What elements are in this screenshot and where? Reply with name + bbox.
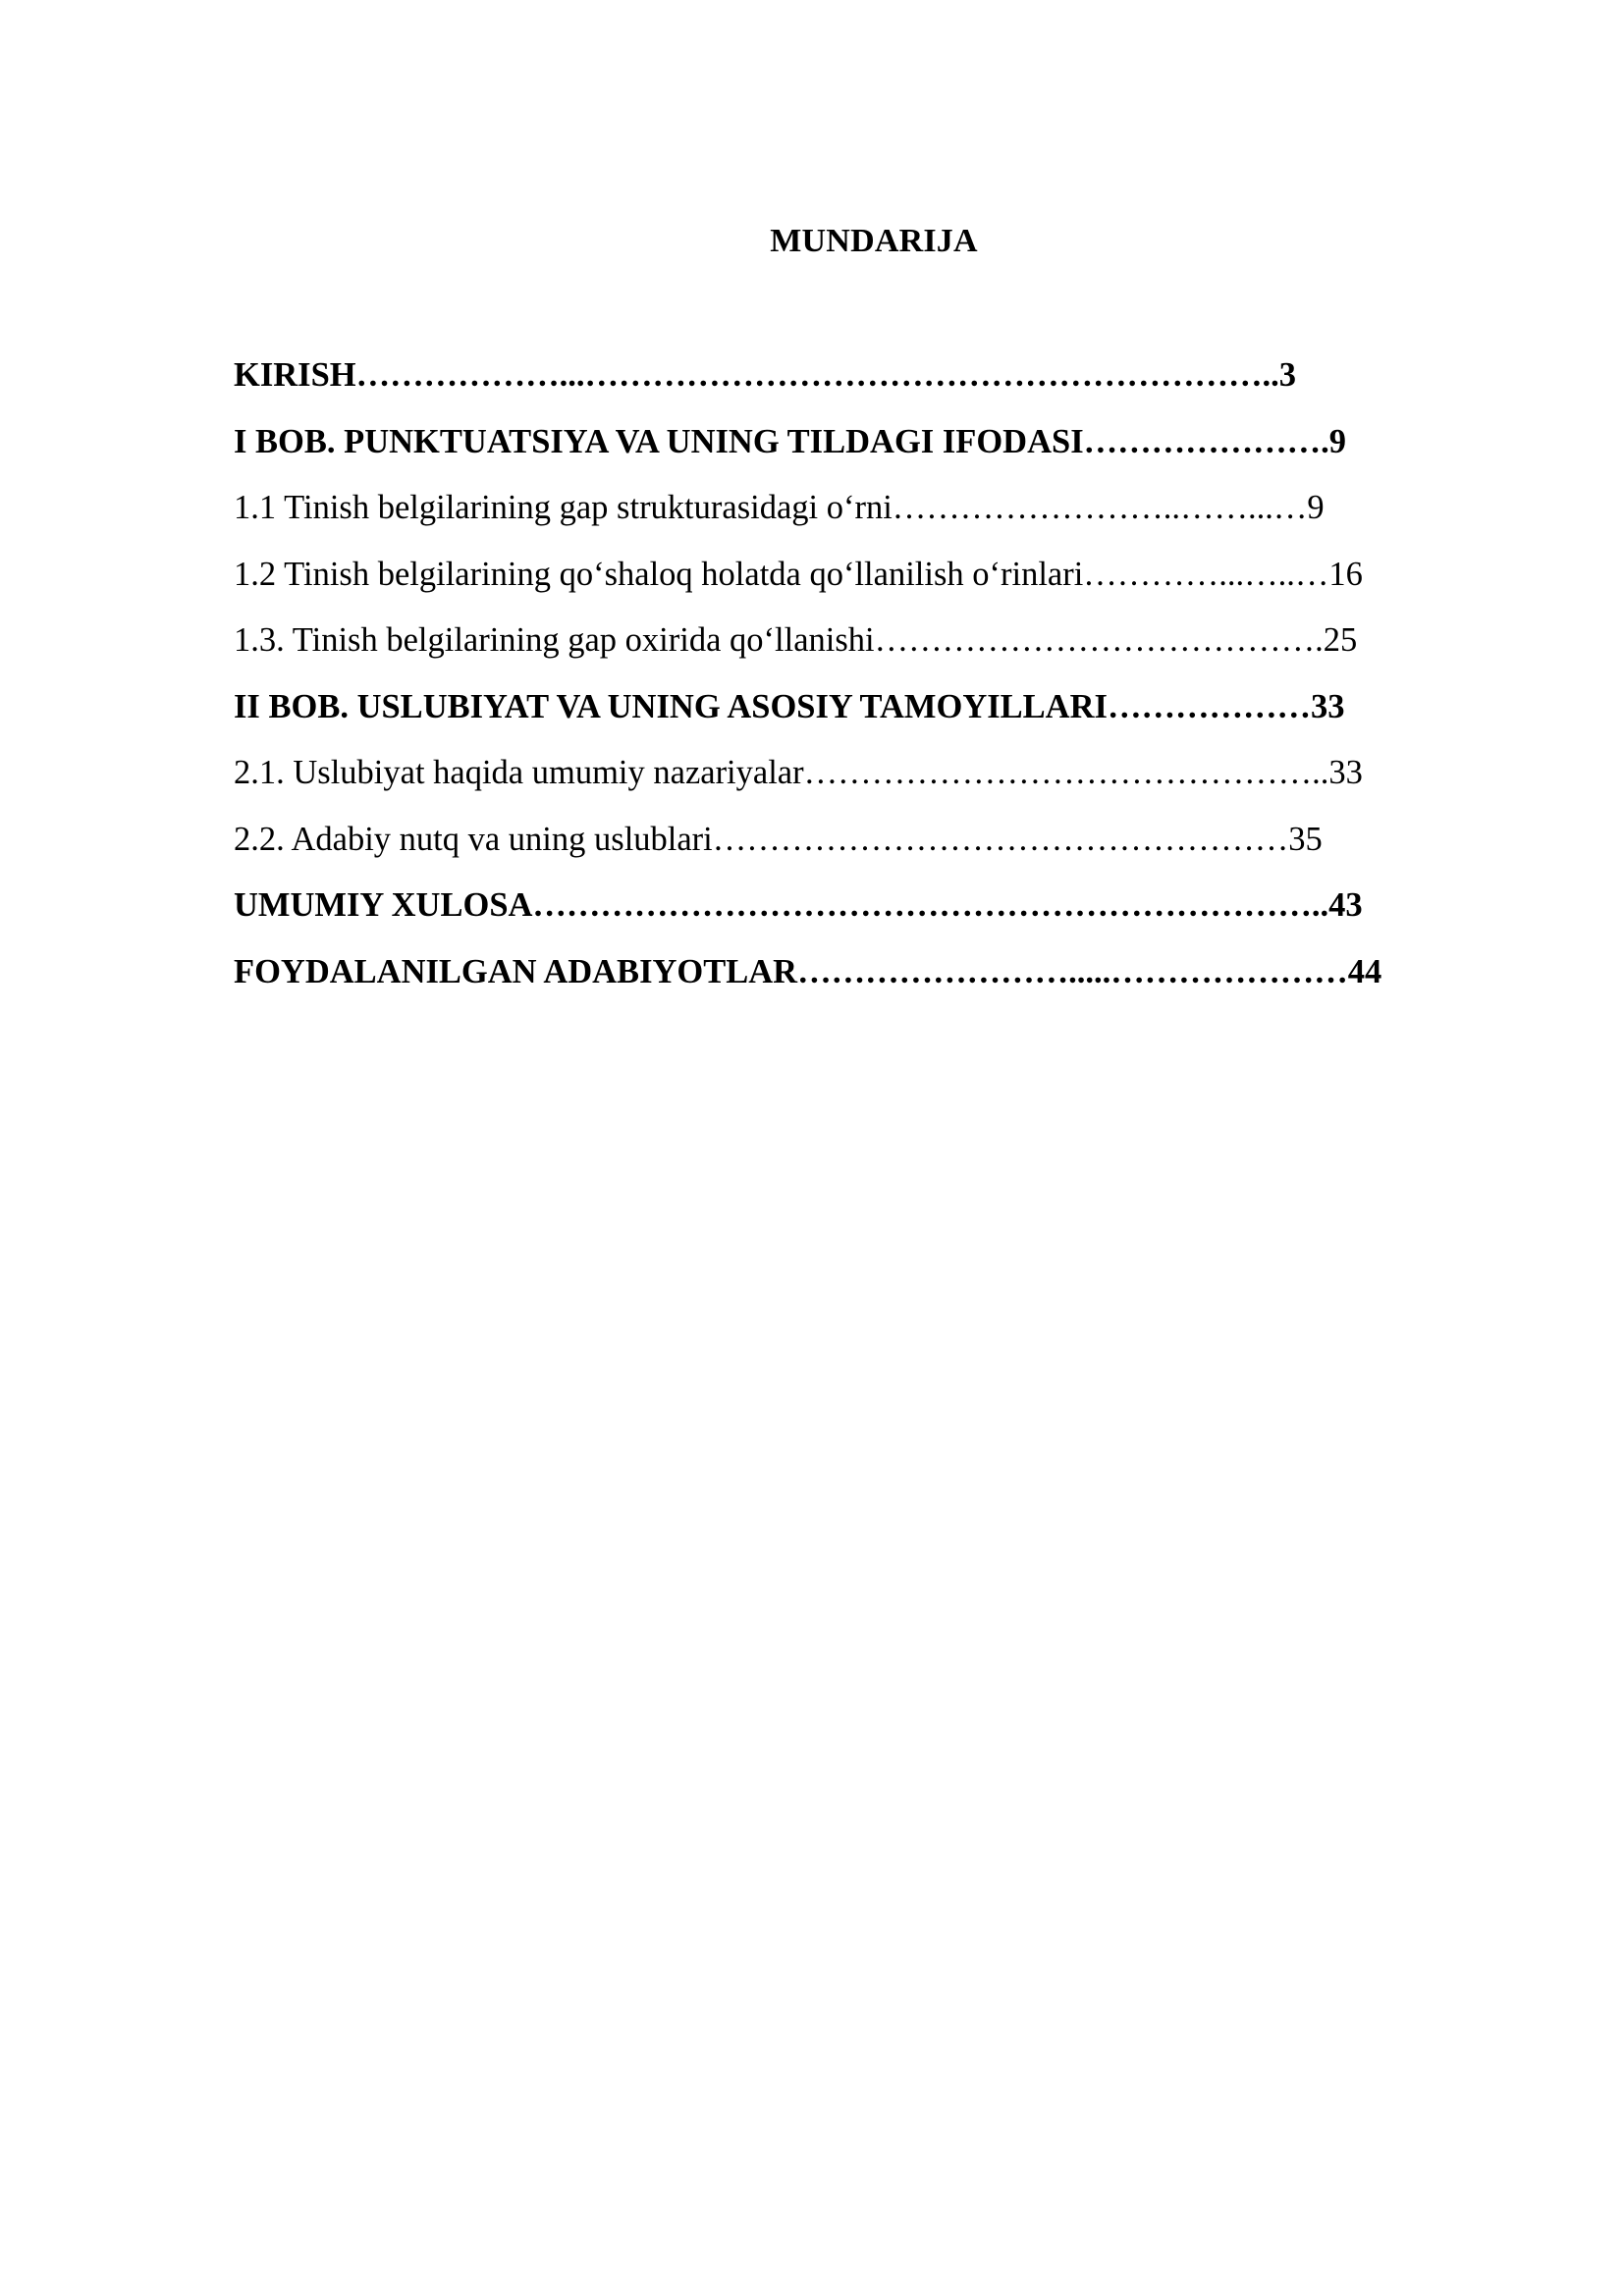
toc-entry-text: 2.2. Adabiy nutq va uning uslublari……………………………………………35	[234, 820, 1323, 858]
toc-entry-section-1-2	[234, 553, 1520, 619]
toc-entry-text: II BOB. USLUBIYAT VA UNING ASOSIY TAMOYILLARI………………33	[234, 687, 1345, 725]
toc-entry-text: 2.1. Uslubiyat haqida umumiy nazariyalar………………………………………..33	[234, 754, 1363, 791]
toc-entry-text: I BOB. PUNKTUATSIYA VA UNING TILDAGI IFODASI………………….9	[234, 422, 1346, 460]
toc-entry-text: 1.3. Tinish belgilarining gap oxirida qo‘llanishi………………………………….25	[234, 621, 1358, 659]
toc-entry-references	[234, 950, 1520, 1017]
toc-entry-conclusion	[234, 883, 1520, 950]
toc-entry-section-1-1	[234, 486, 1520, 553]
toc-entry-text: UMUMIY XULOSA……………………………………………………………..43	[234, 886, 1363, 924]
toc-entry-section-2-2	[234, 818, 1520, 884]
toc-entry-section-2-1	[234, 751, 1520, 818]
toc-entry-text: 1.2 Tinish belgilarining qo‘shaloq holatda qo‘llanilish o‘rinlari…………...…..…16	[234, 555, 1363, 593]
table-of-contents	[234, 353, 1520, 1016]
toc-entry-chapter-2	[234, 685, 1520, 752]
toc-entry-kirish	[234, 353, 1520, 420]
toc-entry-section-1-3	[234, 618, 1520, 685]
toc-entry-text: KIRISH………………...……………………………………………………..3	[234, 356, 1296, 394]
toc-entry-chapter-1	[234, 420, 1520, 487]
page-title: MUNDARIJA	[770, 223, 978, 259]
toc-entry-text: FOYDALANILGAN ADABIYOTLAR…………………….....…………………44	[234, 952, 1382, 990]
toc-entry-text: 1.1 Tinish belgilarining gap strukturasidagi o‘rni……………………..……...…9	[234, 489, 1325, 526]
